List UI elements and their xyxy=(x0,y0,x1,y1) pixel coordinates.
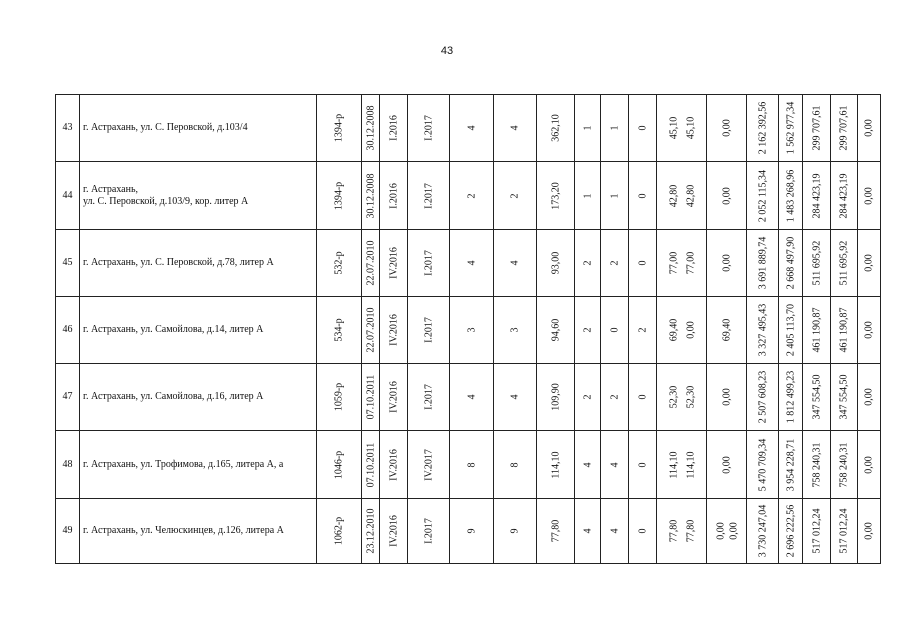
area-resettled xyxy=(657,499,707,564)
count-premises-a xyxy=(601,95,629,162)
count-residents-text: 9 xyxy=(465,528,477,534)
area-resettled xyxy=(657,297,707,364)
plan-quarter-start xyxy=(380,431,408,499)
count-premises-text: 2 xyxy=(581,260,593,266)
area-total xyxy=(537,162,575,230)
sum-region-text: 347 554,50 xyxy=(810,374,822,420)
count-premises-text: 1 xyxy=(581,125,593,131)
page-number: 43 xyxy=(440,45,454,57)
sum-local xyxy=(831,499,858,564)
count-premises-b xyxy=(629,364,657,431)
area-other xyxy=(707,297,747,364)
area-resettled-text: 42,80 xyxy=(668,184,680,207)
sum-region-text: 299 707,61 xyxy=(810,105,822,151)
sum-total-text: 5 470 709,34 xyxy=(756,438,768,491)
table-row xyxy=(56,431,881,499)
sum-total-text: 3 327 495,43 xyxy=(756,303,768,357)
area-other xyxy=(707,431,747,499)
plan-quarter-start-text: I.2016 xyxy=(387,182,399,209)
area-other-text: 0,00 xyxy=(714,522,726,540)
sum-fund xyxy=(779,162,803,230)
table-row xyxy=(56,364,881,431)
area-other xyxy=(707,364,747,431)
sum-local-text: 284 423,19 xyxy=(838,173,850,218)
area-other xyxy=(707,499,747,564)
count-premises-a-text: 2 xyxy=(608,394,620,400)
area-other-text: 0,00 xyxy=(728,522,740,540)
table-row xyxy=(56,162,881,230)
table-row xyxy=(56,230,881,297)
sum-total xyxy=(747,297,779,364)
sum-region-text: 758 240,31 xyxy=(810,442,822,487)
address-cell-text: г. Астрахань, ул. С. Перовской, д.78, литер А xyxy=(83,257,274,269)
register-table xyxy=(55,94,881,564)
count-premises-b-text: 2 xyxy=(636,327,648,333)
sum-fund xyxy=(779,95,803,162)
count-residents-text: 4 xyxy=(465,260,477,266)
count-premises-text: 4 xyxy=(581,462,593,467)
decree-number xyxy=(317,499,362,564)
address-cell xyxy=(80,499,317,564)
count-residents-text: 4 xyxy=(465,394,477,400)
area-total xyxy=(537,297,575,364)
plan-quarter-start xyxy=(380,364,408,431)
sum-extra-text: 0,00 xyxy=(863,455,875,474)
area-total-text: 114,10 xyxy=(549,450,561,479)
area-total-text: 93,00 xyxy=(549,251,561,275)
sum-extra xyxy=(858,230,881,297)
sum-extra-text: 0,00 xyxy=(863,119,875,137)
sum-extra xyxy=(858,499,881,564)
count-premises xyxy=(575,230,601,297)
count-residents-text: 3 xyxy=(465,327,477,333)
count-premises-a-text: 4 xyxy=(608,462,620,467)
sum-extra xyxy=(858,431,881,499)
count-premises-a-text: 1 xyxy=(608,125,620,131)
sum-region-text: 511 695,92 xyxy=(810,240,822,286)
decree-number xyxy=(317,230,362,297)
address-cell-text: г. Астрахань, ул. Самойлова, д.16, литер А xyxy=(83,391,264,403)
address-cell xyxy=(80,162,317,230)
count-premises-text: 4 xyxy=(581,528,593,534)
decree-number xyxy=(317,297,362,364)
sum-local-text: 758 240,31 xyxy=(838,442,850,487)
count-premises-text: 2 xyxy=(581,394,593,400)
plan-quarter-end xyxy=(408,95,450,162)
sum-region xyxy=(803,364,831,431)
count-residents xyxy=(450,230,494,297)
row-number-text: 48 xyxy=(62,458,73,470)
count-premises-a-text: 0 xyxy=(608,327,620,333)
plan-quarter-start xyxy=(380,499,408,564)
count-premises xyxy=(575,297,601,364)
count-resettled-text: 8 xyxy=(509,462,521,467)
address-cell-text: г. Астрахань, ул. Самойлова, д.14, литер А xyxy=(83,324,264,336)
area-resettled-text: 0,00 xyxy=(685,321,697,339)
sum-region xyxy=(803,499,831,564)
area-resettled xyxy=(657,162,707,230)
count-residents xyxy=(450,162,494,230)
plan-quarter-start-text: IV.2016 xyxy=(387,247,399,279)
decree-date-text: 30.12.2008 xyxy=(364,105,376,151)
count-resettled xyxy=(494,364,537,431)
count-premises-b xyxy=(629,431,657,499)
count-premises-a-text: 1 xyxy=(608,193,620,198)
plan-quarter-end-text: IV.2017 xyxy=(422,448,434,481)
row-number xyxy=(56,364,80,431)
decree-date-text: 23.12.2010 xyxy=(364,508,376,554)
count-premises-b-text: 0 xyxy=(636,125,648,131)
area-other xyxy=(707,162,747,230)
count-residents xyxy=(450,364,494,431)
count-premises-b xyxy=(629,297,657,364)
decree-number-text: 1062-р xyxy=(333,516,345,546)
decree-date xyxy=(362,95,380,162)
sum-total-text: 2 162 392,56 xyxy=(756,101,768,155)
count-premises-b xyxy=(629,162,657,230)
count-resettled-text: 2 xyxy=(509,193,521,198)
sum-extra-text: 0,00 xyxy=(863,254,875,272)
plan-quarter-end-text: I.2017 xyxy=(422,518,434,544)
count-premises-b xyxy=(629,95,657,162)
area-resettled-text: 77,00 xyxy=(685,251,697,275)
decree-date-text: 30.12.2008 xyxy=(364,173,376,218)
table-row xyxy=(56,499,881,564)
plan-quarter-end-text: I.2017 xyxy=(422,182,434,209)
count-resettled-text: 4 xyxy=(509,260,521,266)
count-premises-b-text: 0 xyxy=(636,528,648,534)
count-premises xyxy=(575,95,601,162)
area-total-text: 77,80 xyxy=(549,519,561,543)
row-number-text: 45 xyxy=(62,257,73,269)
plan-quarter-end-text: I.2017 xyxy=(422,317,434,343)
sum-extra xyxy=(858,162,881,230)
count-resettled xyxy=(494,297,537,364)
count-premises-a xyxy=(601,162,629,230)
sum-local xyxy=(831,230,858,297)
sum-local-text: 347 554,50 xyxy=(838,374,850,420)
count-residents-text: 4 xyxy=(465,125,477,131)
count-residents-text: 8 xyxy=(465,462,477,467)
area-total xyxy=(537,230,575,297)
area-resettled-text: 77,80 xyxy=(668,519,680,543)
sum-local xyxy=(831,431,858,499)
decree-number-text: 1046-р xyxy=(333,450,345,479)
decree-number-text: 1394-р xyxy=(333,181,345,210)
area-total-text: 94,60 xyxy=(549,318,561,342)
area-other-text: 0,00 xyxy=(720,254,732,272)
decree-date-text: 22.07.2010 xyxy=(364,240,376,286)
decree-date xyxy=(362,499,380,564)
decree-date xyxy=(362,364,380,431)
count-premises-b-text: 0 xyxy=(636,193,648,198)
count-premises-a-text: 4 xyxy=(608,528,620,534)
area-resettled-text: 114,10 xyxy=(685,450,697,479)
plan-quarter-end xyxy=(408,499,450,564)
plan-quarter-start-text: IV.2016 xyxy=(387,515,399,547)
plan-quarter-end xyxy=(408,230,450,297)
sum-region-text: 461 190,87 xyxy=(810,307,822,353)
count-premises xyxy=(575,431,601,499)
area-resettled-text: 52,30 xyxy=(685,385,697,409)
plan-quarter-start-text: I.2016 xyxy=(387,115,399,141)
count-premises-a xyxy=(601,297,629,364)
address-cell xyxy=(80,95,317,162)
row-number xyxy=(56,499,80,564)
count-resettled xyxy=(494,95,537,162)
area-total xyxy=(537,431,575,499)
area-total-text: 109,90 xyxy=(549,383,561,411)
address-cell-text: г. Астрахань, ул. Трофимова, д.165, литера А, а xyxy=(83,458,284,470)
area-resettled-text: 77,80 xyxy=(685,519,697,543)
count-premises-b-text: 0 xyxy=(636,260,648,266)
sum-total-text: 3 730 247,04 xyxy=(756,504,768,558)
count-premises-a xyxy=(601,230,629,297)
decree-number-text: 534-р xyxy=(333,318,345,342)
count-premises-b-text: 0 xyxy=(636,462,648,467)
sum-extra-text: 0,00 xyxy=(863,186,875,205)
sum-extra-text: 0,00 xyxy=(863,522,875,540)
sum-region-text: 284 423,19 xyxy=(810,173,822,218)
count-premises-b xyxy=(629,499,657,564)
count-residents-text: 2 xyxy=(465,193,477,198)
count-premises-a xyxy=(601,364,629,431)
plan-quarter-start xyxy=(380,162,408,230)
decree-number xyxy=(317,162,362,230)
plan-quarter-start-text: IV.2016 xyxy=(387,381,399,413)
plan-quarter-end-text: I.2017 xyxy=(422,115,434,141)
address-cell xyxy=(80,431,317,499)
count-premises-text: 2 xyxy=(581,327,593,333)
count-premises-a xyxy=(601,431,629,499)
area-resettled-text: 52,30 xyxy=(668,385,680,409)
decree-number xyxy=(317,364,362,431)
count-resettled xyxy=(494,162,537,230)
plan-quarter-start xyxy=(380,95,408,162)
plan-quarter-end xyxy=(408,364,450,431)
count-resettled xyxy=(494,230,537,297)
address-cell-text: г. Астрахань, ул. С. Перовской, д.103/9, кор. литер А xyxy=(83,184,249,207)
row-number xyxy=(56,230,80,297)
decree-date xyxy=(362,162,380,230)
sum-local xyxy=(831,95,858,162)
sum-extra-text: 0,00 xyxy=(863,321,875,339)
sum-extra-text: 0,00 xyxy=(863,388,875,406)
sum-total-text: 2 052 115,34 xyxy=(756,169,768,222)
area-resettled-text: 45,10 xyxy=(685,116,697,140)
area-other-text: 0,00 xyxy=(720,388,732,406)
sum-total xyxy=(747,431,779,499)
sum-total xyxy=(747,364,779,431)
sum-total xyxy=(747,95,779,162)
count-premises xyxy=(575,162,601,230)
plan-quarter-end-text: I.2017 xyxy=(422,250,434,276)
sum-total-text: 2 507 608,23 xyxy=(756,370,768,424)
count-premises xyxy=(575,499,601,564)
area-resettled xyxy=(657,364,707,431)
sum-region xyxy=(803,297,831,364)
row-number-text: 44 xyxy=(62,189,73,201)
sum-region xyxy=(803,230,831,297)
count-residents xyxy=(450,431,494,499)
sum-fund-text: 1 562 977,34 xyxy=(784,101,796,155)
count-resettled-text: 4 xyxy=(509,125,521,131)
row-number-text: 47 xyxy=(62,391,73,403)
count-residents xyxy=(450,95,494,162)
sum-local xyxy=(831,162,858,230)
row-number-text: 49 xyxy=(62,525,73,537)
sum-local-text: 517 012,24 xyxy=(838,508,850,554)
area-total xyxy=(537,499,575,564)
sum-fund xyxy=(779,431,803,499)
area-other xyxy=(707,95,747,162)
area-other-text: 0,00 xyxy=(720,455,732,474)
sum-fund-text: 2 405 113,70 xyxy=(784,303,796,357)
plan-quarter-end xyxy=(408,431,450,499)
sum-extra xyxy=(858,95,881,162)
sum-fund xyxy=(779,230,803,297)
count-resettled-text: 9 xyxy=(509,528,521,534)
area-total-text: 362,10 xyxy=(549,114,561,142)
address-cell-text: г. Астрахань, ул. С. Перовской, д.103/4 xyxy=(83,122,248,134)
area-resettled-text: 45,10 xyxy=(668,116,680,140)
area-resettled xyxy=(657,95,707,162)
decree-date-text: 07.10.2011 xyxy=(364,442,376,487)
sum-fund xyxy=(779,499,803,564)
sum-fund xyxy=(779,297,803,364)
area-total-text: 173,20 xyxy=(549,181,561,210)
row-number xyxy=(56,162,80,230)
address-cell xyxy=(80,230,317,297)
decree-date xyxy=(362,431,380,499)
row-number-text: 43 xyxy=(62,122,73,134)
area-other xyxy=(707,230,747,297)
sum-fund-text: 1 483 268,96 xyxy=(784,169,796,222)
decree-date xyxy=(362,297,380,364)
count-premises-a xyxy=(601,499,629,564)
area-resettled xyxy=(657,230,707,297)
sum-local xyxy=(831,297,858,364)
area-resettled-text: 69,40 xyxy=(668,318,680,342)
sum-total xyxy=(747,162,779,230)
count-resettled xyxy=(494,499,537,564)
count-premises-text: 1 xyxy=(581,193,593,198)
table-row xyxy=(56,95,881,162)
plan-quarter-start xyxy=(380,230,408,297)
row-number-text: 46 xyxy=(62,324,73,336)
area-total xyxy=(537,364,575,431)
decree-number-text: 1059-р xyxy=(333,382,345,412)
count-premises xyxy=(575,364,601,431)
count-residents xyxy=(450,499,494,564)
table-row xyxy=(56,297,881,364)
area-total xyxy=(537,95,575,162)
decree-number-text: 1394-р xyxy=(333,113,345,143)
sum-local-text: 511 695,92 xyxy=(838,240,850,286)
address-cell xyxy=(80,364,317,431)
sum-region xyxy=(803,162,831,230)
area-resettled-text: 114,10 xyxy=(668,450,680,479)
sum-region xyxy=(803,431,831,499)
area-other-text: 0,00 xyxy=(720,186,732,205)
sum-local-text: 461 190,87 xyxy=(838,307,850,353)
sum-local-text: 299 707,61 xyxy=(838,105,850,151)
plan-quarter-start-text: IV.2016 xyxy=(387,448,399,481)
sum-total xyxy=(747,230,779,297)
count-resettled xyxy=(494,431,537,499)
sum-extra xyxy=(858,297,881,364)
count-premises-b xyxy=(629,230,657,297)
decree-number xyxy=(317,431,362,499)
decree-date-text: 07.10.2011 xyxy=(364,374,376,420)
decree-date xyxy=(362,230,380,297)
sum-fund-text: 3 954 228,71 xyxy=(784,438,796,491)
plan-quarter-start xyxy=(380,297,408,364)
sum-extra xyxy=(858,364,881,431)
decree-number-text: 532-р xyxy=(333,251,345,275)
count-resettled-text: 3 xyxy=(509,327,521,333)
count-premises-b-text: 0 xyxy=(636,394,648,400)
area-other-text: 0,00 xyxy=(720,119,732,137)
area-other-text: 69,40 xyxy=(720,318,732,342)
plan-quarter-start-text: IV.2016 xyxy=(387,314,399,346)
sum-region-text: 517 012,24 xyxy=(810,508,822,554)
area-resettled-text: 77,00 xyxy=(668,251,680,275)
row-number xyxy=(56,297,80,364)
area-resettled-text: 42,80 xyxy=(685,184,697,207)
row-number xyxy=(56,431,80,499)
count-premises-a-text: 2 xyxy=(608,260,620,266)
sum-total xyxy=(747,499,779,564)
count-resettled-text: 4 xyxy=(509,394,521,400)
decree-date-text: 22.07.2010 xyxy=(364,307,376,353)
sum-fund-text: 1 812 499,23 xyxy=(784,370,796,424)
plan-quarter-end xyxy=(408,162,450,230)
area-resettled xyxy=(657,431,707,499)
address-cell-text: г. Астрахань, ул. Челюскинцев, д.126, литера А xyxy=(83,525,284,537)
sum-fund-text: 2 696 222,56 xyxy=(784,504,796,558)
sum-fund xyxy=(779,364,803,431)
sum-fund-text: 2 668 497,90 xyxy=(784,236,796,290)
decree-number xyxy=(317,95,362,162)
plan-quarter-end xyxy=(408,297,450,364)
sum-total-text: 3 691 889,74 xyxy=(756,236,768,290)
row-number xyxy=(56,95,80,162)
address-cell xyxy=(80,297,317,364)
sum-local xyxy=(831,364,858,431)
count-residents xyxy=(450,297,494,364)
sum-region xyxy=(803,95,831,162)
plan-quarter-end-text: I.2017 xyxy=(422,384,434,410)
